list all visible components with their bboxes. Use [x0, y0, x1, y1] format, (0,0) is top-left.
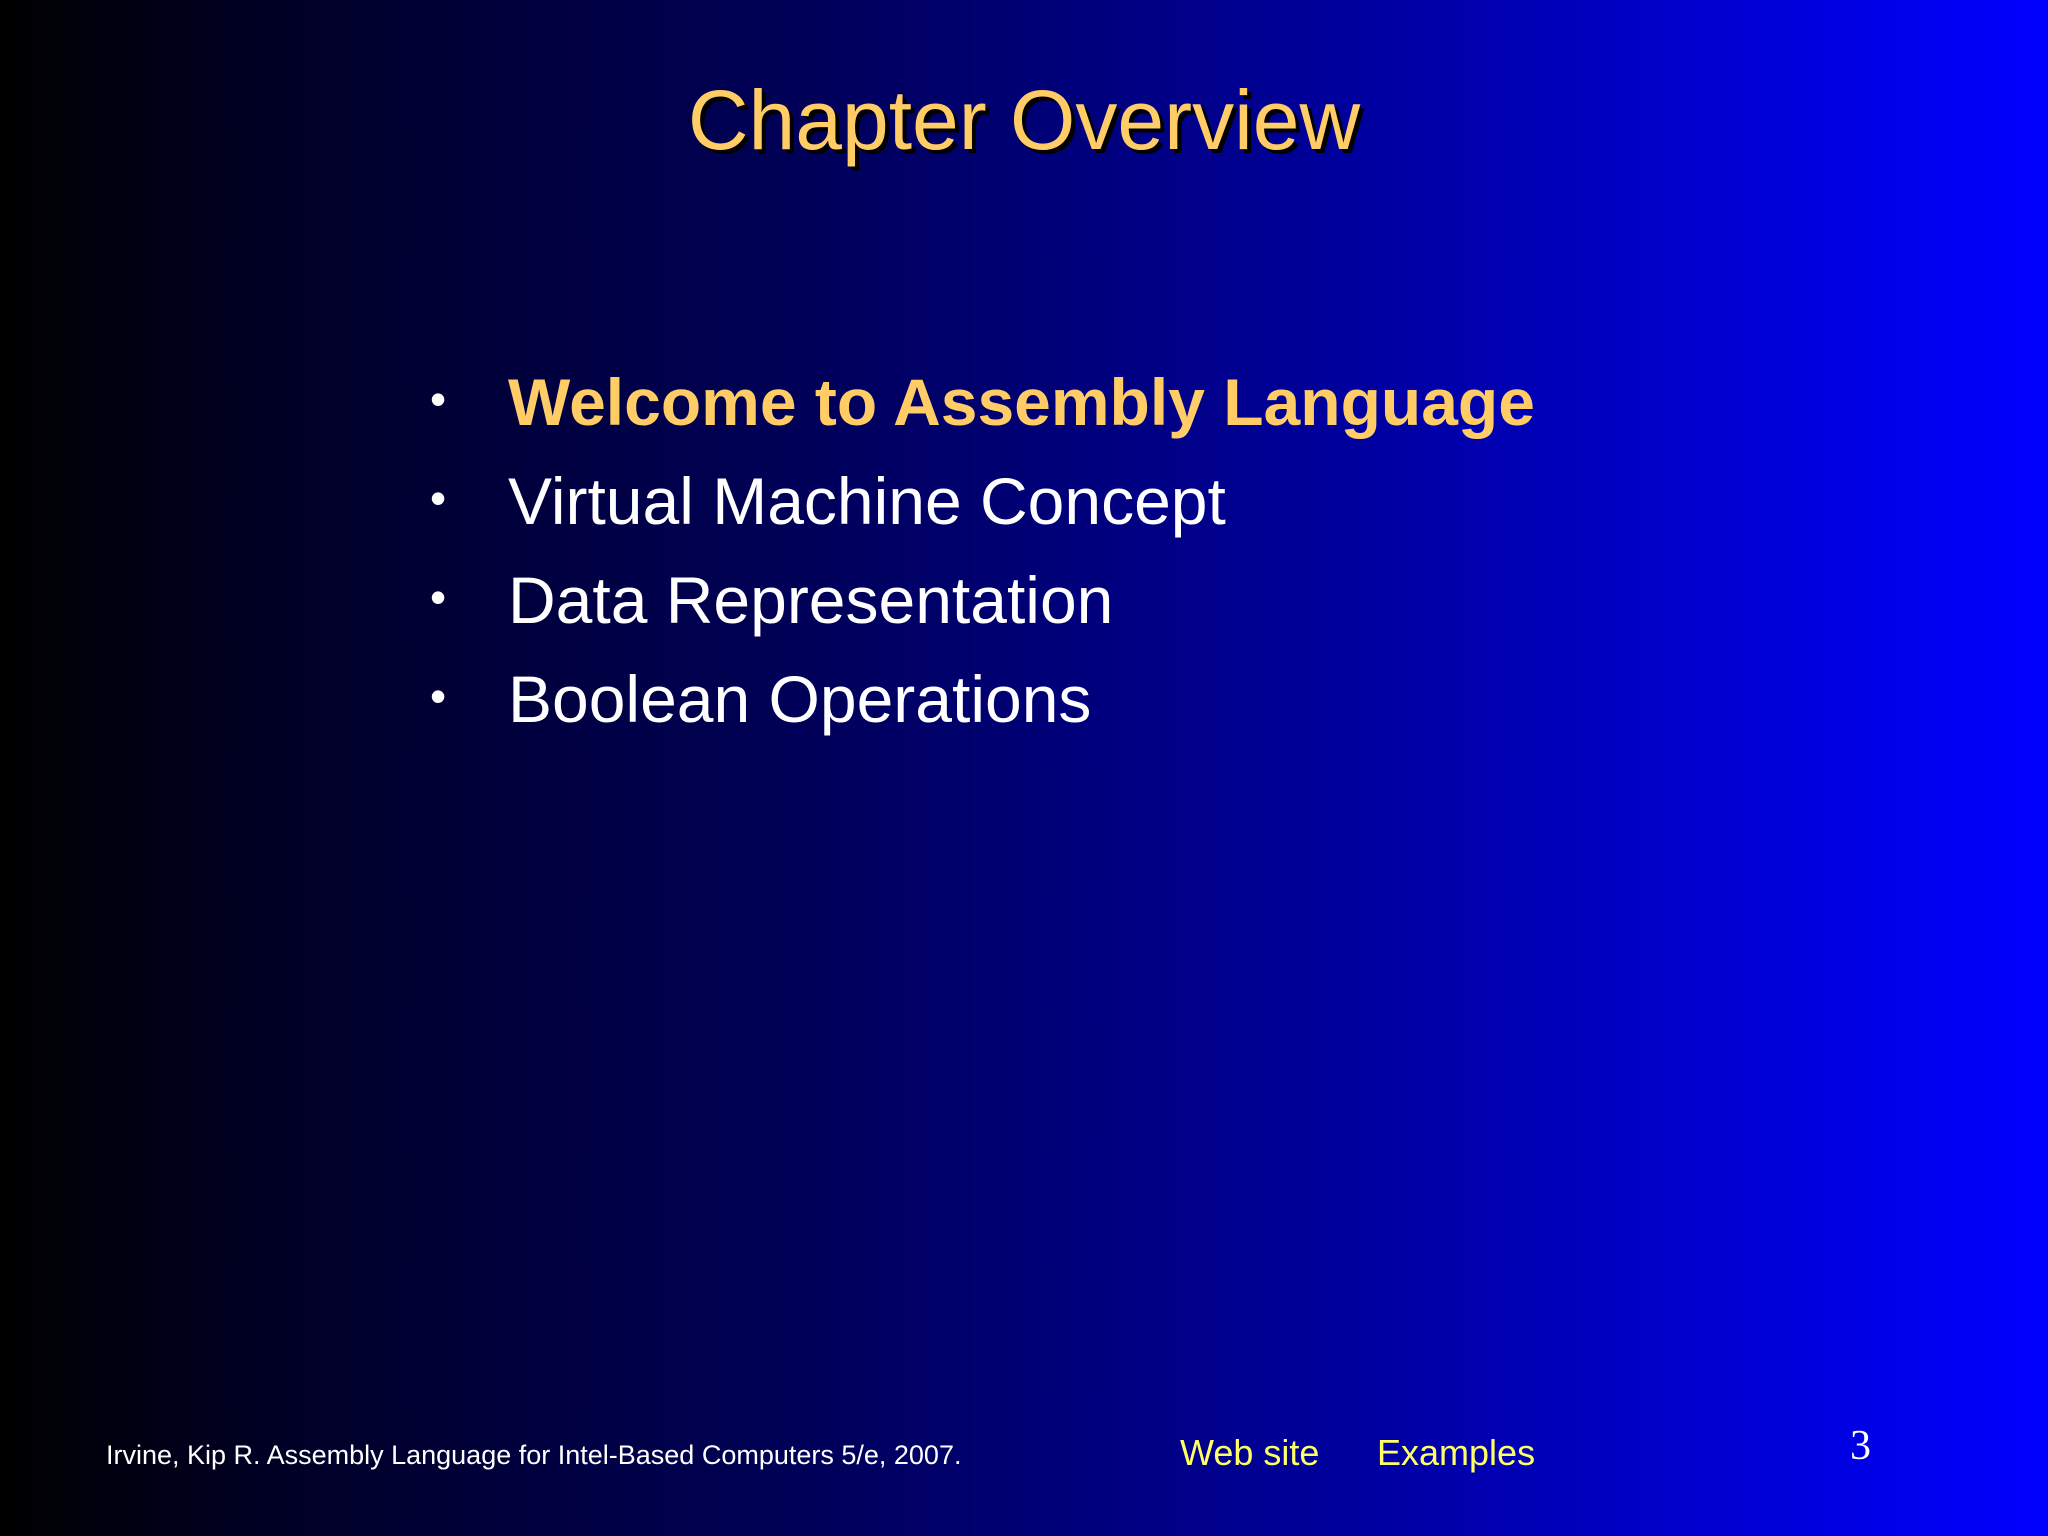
- bullet-text: Boolean Operations: [508, 662, 1092, 736]
- bullet-icon: •: [430, 373, 447, 425]
- slide-title: Chapter Overview: [687, 73, 1361, 167]
- bullet-icon: •: [430, 571, 447, 623]
- page-number: 3: [1850, 1423, 1871, 1469]
- bullet-item-boolean-operations: [430, 661, 1535, 760]
- bullet-item-welcome: [430, 364, 1535, 463]
- footer-citation: Irvine, Kip R. Assembly Language for Intel-Based Computers 5/e, 2007.: [106, 1440, 962, 1470]
- website-link[interactable]: Web site: [1180, 1432, 1320, 1473]
- bullet-item-data-representation: [430, 562, 1535, 661]
- bullet-icon: •: [430, 472, 447, 524]
- bullet-text: Virtual Machine Concept: [508, 464, 1226, 538]
- bullet-text: Data Representation: [508, 563, 1114, 637]
- bullet-text: Welcome to Assembly Language: [508, 365, 1535, 439]
- bullet-item-virtual-machine: [430, 463, 1535, 562]
- examples-link[interactable]: Examples: [1377, 1432, 1536, 1473]
- bullet-icon: •: [430, 670, 447, 722]
- bullet-list: [430, 364, 1535, 760]
